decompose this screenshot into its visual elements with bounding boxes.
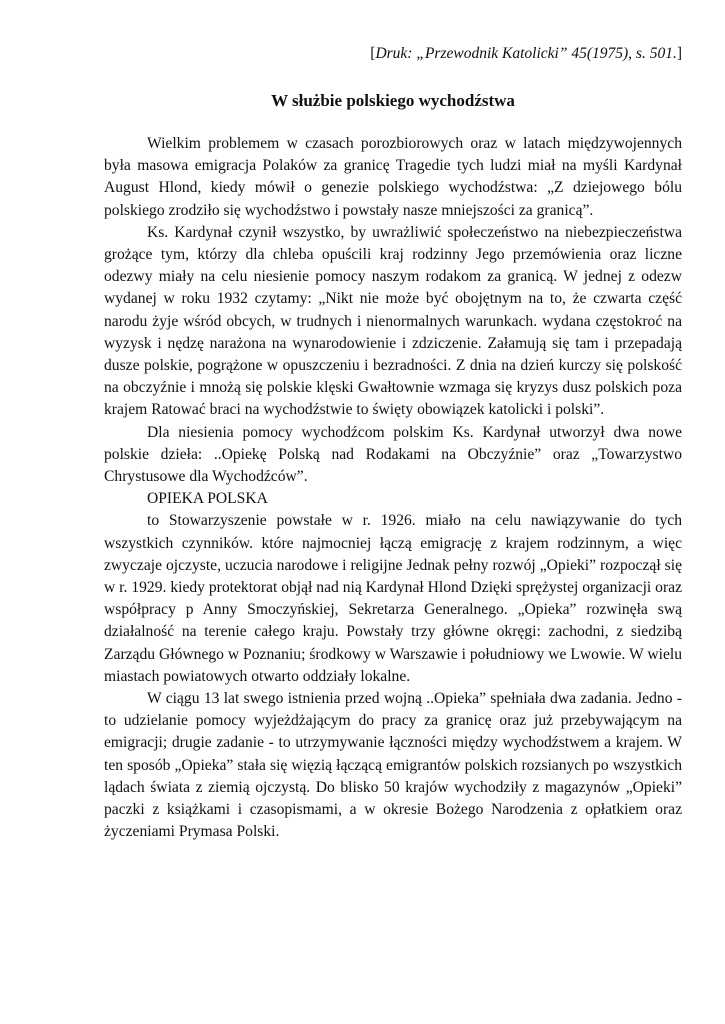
source-citation — [104, 44, 682, 64]
document-page — [104, 44, 682, 844]
paragraph-tasks: W ciągu 13 lat swego istnienia przed wojną ..Opieka” spełniała dwa zadania. Jedno - to udzielanie pomocy wyjeżdżającym do pracy za granicę oraz już przebywającym na emigracji; drugie zadanie - to utrzymywanie łączności między wychodźstwem a krajem. W ten sposób „Opieka” stała się więzią łączącą emigrantów polskich rozsianych po wszystkich lądach świata z ziemią ojczystą. Do blisko 50 krajów wychodziły z magazynów „Opieki” paczki z książkami i czasopismami, a w okresie Bożego Narodzenia z opłatkiem oraz życzeniami Prymasa Polski. — [104, 690, 682, 841]
source-bracket-open: [ — [370, 45, 376, 62]
source-bracket-close: ] — [676, 45, 682, 62]
source-text: Druk: „Przewodnik Katolicki” 45(1975), s. 501. — [375, 45, 677, 62]
paragraph-intro: Wielkim problemem w czasach porozbiorowych oraz w latach międzywojennych była masowa emigracja Polaków za granicę Tragedie tych ludzi miał na myśli Kardynał August Hlond, kiedy mówił o genezie polskiego wychodźstwa: „Z dziejowego bólu polskiego zrodziło się wychodźstwo i powstały nasze mniejszości za granicą”. — [104, 135, 682, 219]
paragraph-works: Dla niesienia pomocy wychodźcom polskim Ks. Kardynał utworzył dwa nowe polskie dzieła: ..Opiekę Polską nad Rodakami na Obczyźnie” oraz „Towarzystwo Chrystusowe dla Wychodźców”. — [104, 423, 682, 486]
paragraph-association: to Stowarzyszenie powstałe w r. 1926. miało na celu nawiązywanie do tych wszystkich czynników. które najmocniej łączą emigrację z krajem rodzinnym, a więc zwyczaje ojczyste, uczucia narodowe i religijne Jednak pełny rozwój „Opieki” rozpoczął się w r. 1929. kiedy protektorat objął nad nią Kardynał Hlond Dzięki sprężystej organizacji oraz współpracy p Anny Smoczyńskiej, Sekretarza Generalnego. „Opieka” rozwinęła swą działalność na terenie całego kraju. Powstały trzy główne okręgi: zachodni, z siedzibą Zarządu Głównego w Poznaniu; środkowy w Warszawie i południowy we Lwowie. W wielu miastach powiatowych otwarto oddziały lokalne. — [104, 512, 682, 685]
section-heading: OPIEKA POLSKA — [147, 490, 268, 508]
document-title: W służbie polskiego wychodźstwa — [271, 91, 515, 110]
paragraph-appeal: Ks. Kardynał czynił wszystko, by uwrażliwić społeczeństwo na niebezpieczeństwa grożące tym, którzy dla chleba opuścili kraj rodzinny Jego przemówienia oraz liczne odezwy miały na celu niesienie pomocy naszym rodakom za granicą. W jednej z odezw wydanej w roku 1932 czytamy: „Nikt nie może być obojętnym na to, że czwarta część narodu żyje wśród obcych, w trudnych i nienormalnych warunkach. wydana częstokroć na wyzysk i nędzę narażona na wynarodowienie i zdziczenie. Załamują się tam i przepadają dusze polskie, pogrążone w opuszczeniu i bezradności. Z dnia na dzień kurczy się polskość na obczyźnie i mnożą się polskie klęski Gwałtownie wzmaga się kryzys dusz polskich poza krajem Ratować braci na wychodźstwie to święty obowiązek katolicki i polski”. — [104, 223, 682, 419]
